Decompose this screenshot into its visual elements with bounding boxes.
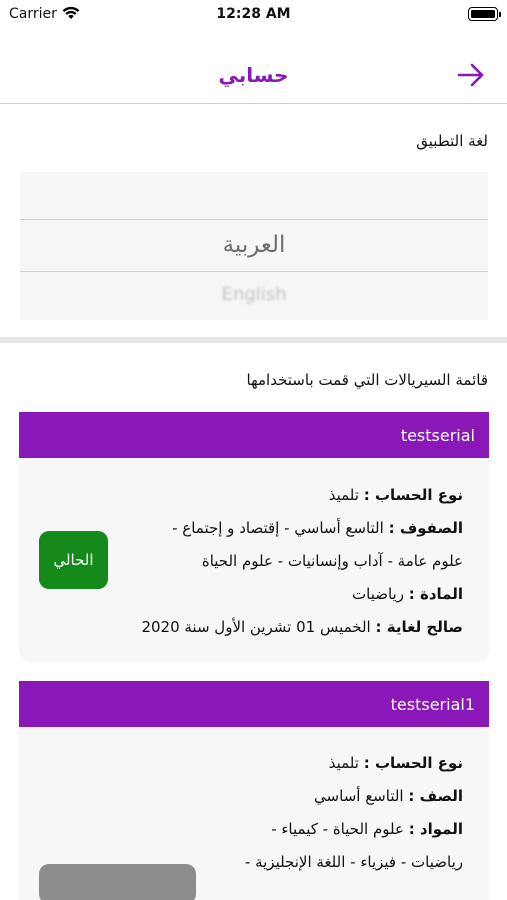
carrier-label: Carrier	[9, 6, 57, 22]
language-picker[interactable]	[20, 172, 488, 320]
class-row	[314, 787, 463, 805]
subjects-row-continued	[245, 853, 463, 871]
subjects-label: المواد :	[408, 820, 463, 838]
valid-until-row	[141, 618, 463, 636]
classes-row-continued	[202, 552, 463, 570]
account-type-row	[329, 754, 463, 772]
serial-card	[19, 681, 489, 900]
account-type-value: تلميذ	[328, 754, 359, 772]
picker-selected-option[interactable]: العربية	[222, 232, 286, 258]
activate-serial-button[interactable]	[39, 864, 196, 900]
class-label: الصف :	[408, 787, 463, 805]
clock: 12:28 AM	[216, 6, 291, 22]
classes-value-continued: علوم عامة - آداب وإنسانيات - علوم الحياة	[201, 552, 463, 570]
picker-next-option[interactable]: English	[221, 284, 287, 305]
navigation-bar	[0, 44, 507, 104]
back-arrow-icon[interactable]	[456, 60, 486, 90]
subject-row	[352, 585, 463, 603]
serial-card	[19, 412, 489, 662]
valid-until-value: الخميس 01 تشرين الأول سنة 2020	[141, 618, 371, 636]
account-type-row	[329, 486, 463, 504]
account-type-label: نوع الحساب :	[363, 486, 463, 504]
subjects-value-continued: رياضيات - فيزياء - اللغة الإنجليزية -	[244, 853, 463, 871]
account-type-value: تلميذ	[328, 486, 359, 504]
valid-until-label: صالح لغاية :	[375, 618, 463, 636]
account-type-label: نوع الحساب :	[363, 754, 463, 772]
status-bar	[0, 0, 507, 28]
battery-icon	[468, 7, 498, 21]
subject-label: المادة :	[408, 585, 463, 603]
subjects-value: علوم الحياة - كيمياء -	[271, 820, 404, 838]
classes-value: التاسع أساسي - إقتصاد و إجتماع -	[172, 519, 384, 537]
section-divider	[0, 337, 507, 343]
classes-row	[172, 519, 463, 537]
subject-value: رياضيات	[352, 585, 404, 603]
serials-label: قائمة السيريالات التي قمت باستخدامها	[246, 371, 488, 389]
serial-card-header: testserial1	[19, 681, 489, 727]
classes-label: الصفوف :	[388, 519, 463, 537]
picker-divider-top	[20, 219, 488, 220]
current-serial-badge[interactable]: الحالي	[39, 531, 108, 589]
picker-divider-bottom	[20, 271, 488, 272]
page-title: حسابي	[218, 63, 289, 87]
language-label: لغة التطبيق	[416, 132, 488, 150]
serial-card-header: testserial	[19, 412, 489, 458]
subjects-row	[271, 820, 463, 838]
class-value: التاسع أساسي	[314, 787, 404, 805]
